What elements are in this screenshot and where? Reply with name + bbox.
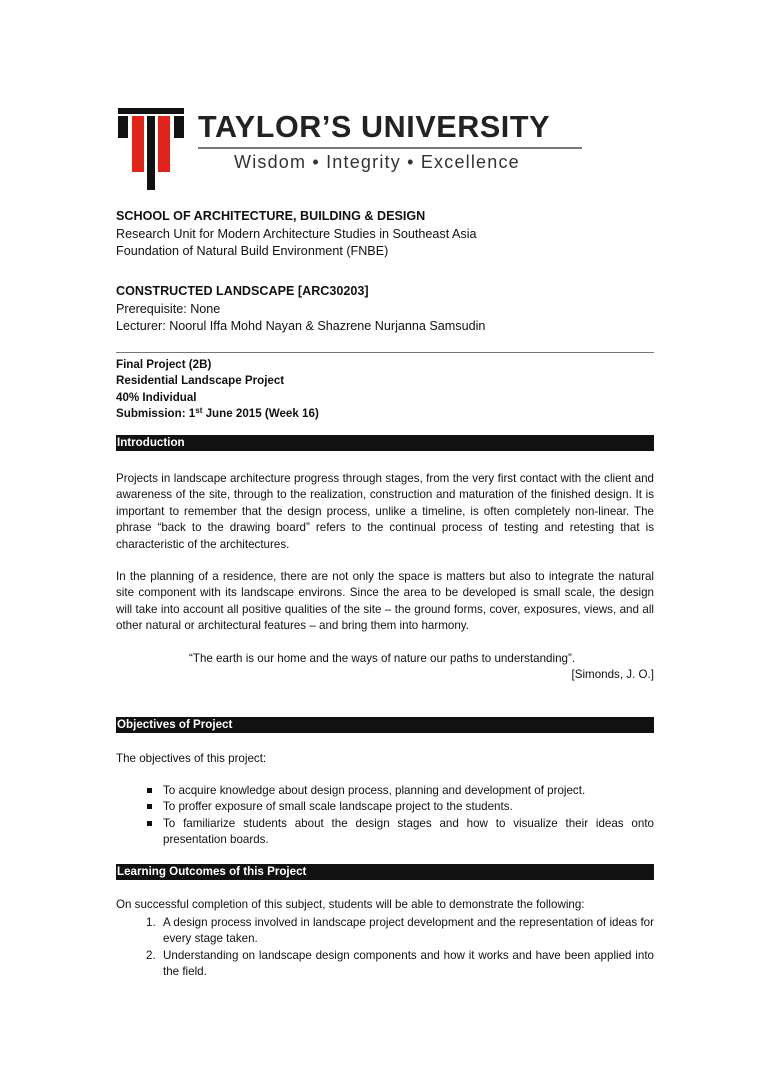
project-weight: 40% Individual [116, 390, 197, 404]
quote-text: “The earth is our home and the ways of nature our paths to understanding”. [189, 652, 576, 665]
project-meta [116, 357, 319, 423]
module-lecturer: Lecturer: Noorul Iffa Mohd Nayan & Shazrene Nurjanna Samsudin [116, 319, 486, 334]
quote-block [116, 651, 654, 684]
university-logo [118, 108, 588, 194]
bullet-icon [147, 804, 152, 809]
list-item: 2. Understanding on landscape design components and how it works and have been applied into the field. [146, 948, 654, 979]
university-motto: Wisdom • Integrity • Excellence [234, 152, 520, 172]
module-prerequisite: Prerequisite: None [116, 301, 221, 316]
introduction-paragraph-1: Projects in landscape architecture progress through stages, from the very first contact with the client and awareness of the site, through to the realization, construction and maturation of the finished design. It is important to remember that the design process, unlike a timeline, is often completely non-linear. The phrase “back to the drawing board” refers to the continual process of testing and retesting that is characteristic of the architectures. [116, 472, 654, 551]
outcomes-heading: Learning Outcomes of this Project [116, 864, 654, 880]
project-title: Residential Landscape Project [116, 374, 285, 388]
outcomes-intro: On successful completion of this subject, students will be able to demonstrate the following: [116, 898, 585, 911]
list-item: To proffer exposure of small scale landscape project to the students. [146, 799, 654, 815]
outcomes-list [146, 915, 654, 981]
school-header [116, 208, 656, 261]
module-info [116, 283, 656, 336]
bullet-icon [147, 788, 152, 793]
research-unit: Research Unit for Modern Architecture Studies in Southeast Asia [116, 226, 477, 241]
bullet-icon [147, 821, 152, 826]
module-title: CONSTRUCTED LANDSCAPE [ARC30203] [116, 284, 369, 298]
project-name: Final Project (2B) [116, 358, 212, 371]
school-name: SCHOOL OF ARCHITECTURE, BUILDING & DESIGN [116, 209, 426, 223]
taylors-crest-icon [118, 108, 184, 190]
objectives-intro: The objectives of this project: [116, 752, 267, 765]
quote-source: [Simonds, J. O.] [571, 668, 654, 682]
project-submission: Submission: 1st June 2015 (Week 16) [116, 406, 319, 421]
list-item: To familiarize students about the design stages and how to visualize their ideas onto presentation boards. [146, 816, 654, 849]
objectives-heading: Objectives of Project [116, 717, 654, 733]
university-name: TAYLOR’S UNIVERSITY [198, 110, 551, 144]
foundation-name: Foundation of Natural Build Environment (FNBE) [116, 244, 389, 259]
objectives-list [146, 783, 654, 849]
introduction-paragraph-2: In the planning of a residence, there are not only the space is matters but also to integrate the natural site component with its landscape environs. Since the area to be developed is small scale, the design will take into account all positive qualities of the site – the ground forms, cover, exposures, views, and all other natural or architectural features – and bring them into harmony. [116, 570, 654, 633]
introduction-heading: Introduction [116, 435, 654, 451]
section-divider [116, 352, 654, 353]
logo-divider [198, 147, 582, 149]
list-item: To acquire knowledge about design process, planning and development of project. [146, 783, 654, 799]
list-item: 1. A design process involved in landscape project development and the representation of ideas for every stage taken. [146, 916, 654, 946]
